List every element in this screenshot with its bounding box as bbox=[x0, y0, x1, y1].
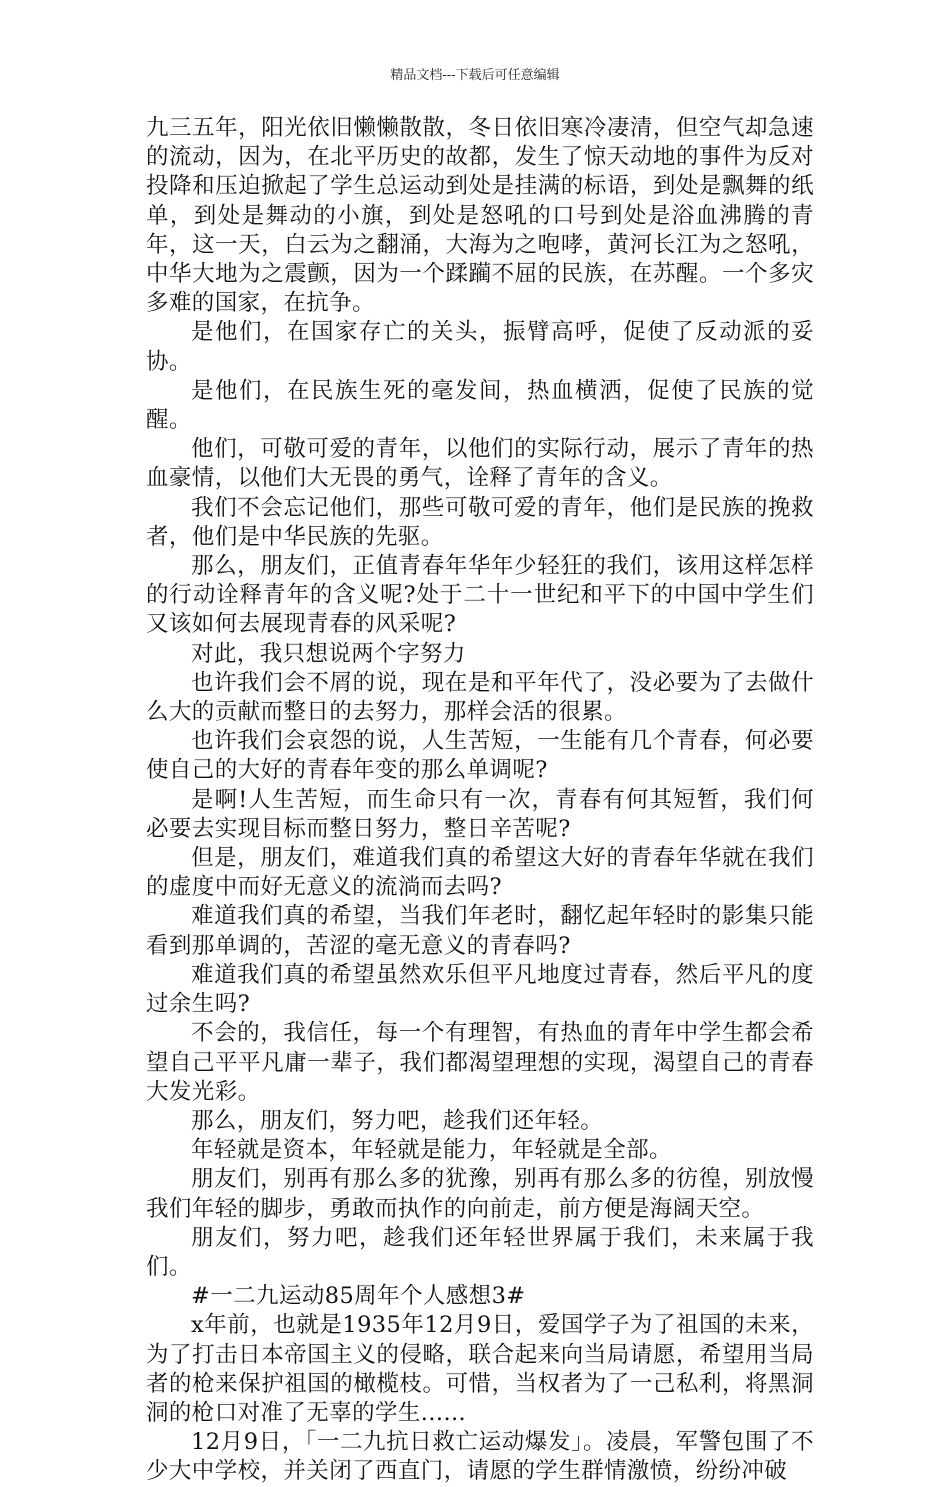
paragraph: x年前，也就是1935年12月9日，爱国学子为了祖国的未来，为了打击日本帝国主义的侵略，联合起来向当局请愿，希望用当局者的枪来保护祖国的橄榄枝。可惜，当权者为了一己私利，将黑洞洞的枪口对准了无辜的学生...... bbox=[146, 1312, 814, 1426]
paragraph: 那么，朋友们，努力吧，趁我们还年轻。 bbox=[191, 1107, 604, 1134]
paragraph: 也许我们会不屑的说，现在是和平年代了，没必要为了去做什么大的贡献而整日的去努力，那样会活的很累。 bbox=[146, 669, 814, 726]
paragraph: 也许我们会哀怨的说，人生苦短，一生能有几个青春，何必要使自己的大好的青春年变的那么单调呢? bbox=[146, 728, 814, 784]
paragraph: 朋友们，努力吧，趁我们还年轻世界属于我们，未来属于我们。 bbox=[146, 1224, 814, 1280]
paragraph: 但是，朋友们，难道我们真的希望这大好的青春年华就在我们的虚度中而好无意义的流淌而去吗? bbox=[146, 845, 814, 901]
paragraph: 不会的，我信任，每一个有理智，有热血的青年中学生都会希望自己平平凡庸一辈子，我们都渴望理想的实现，渴望自己的青春大发光彩。 bbox=[146, 1020, 814, 1105]
paragraph: 对此，我只想说两个字努力 bbox=[191, 640, 466, 667]
section-heading: #一二九运动85周年个人感想3# bbox=[191, 1283, 526, 1310]
paragraph: 我们不会忘记他们，那些可敬可爱的青年，他们是民族的挽救者，他们是中华民族的先驱。 bbox=[146, 494, 814, 550]
page-header: 精品文档---下载后可任意编辑 bbox=[390, 68, 560, 83]
paragraph: 那么，朋友们，正值青春年华年少轻狂的我们，该用这样怎样的行动诠释青年的含义呢?处于二十一世纪和平下的中国中学生们又该如何去展现青春的风采呢? bbox=[146, 553, 814, 638]
paragraph: 朋友们，别再有那么多的犹豫，别再有那么多的彷徨，别放慢我们年轻的脚步，勇敢而执作的向前走，前方便是海阔天空。 bbox=[146, 1166, 814, 1222]
paragraph: 是他们，在国家存亡的关头，振臂高呼，促使了反动派的妥协。 bbox=[146, 319, 814, 375]
paragraph: 是他们，在民族生死的毫发间，热血横洒，促使了民族的觉醒。 bbox=[146, 377, 814, 434]
paragraph: 12月9日，「一二九抗日救亡运动爆发」。凌晨，军警包围了不少大中学校，并关闭了西直门，请愿的学生群情激愤，纷纷冲破 bbox=[146, 1429, 814, 1485]
paragraph: 他们，可敬可爱的青年，以他们的实际行动，展示了青年的热血豪情，以他们大无畏的勇气，诠释了青年的含义。 bbox=[146, 436, 814, 492]
document-body bbox=[146, 114, 814, 1487]
paragraph: 难道我们真的希望虽然欢乐但平凡地度过青春，然后平凡的度过余生吗? bbox=[146, 961, 814, 1018]
paragraph: 九三五年，阳光依旧懒懒散散，冬日依旧寒冷凄清，但空气却急速的流动，因为，在北平历史的故都，发生了惊天动地的事件为反对投降和压迫掀起了学生总运动到处是挂满的标语，到处是飘舞的纸单，到处是舞动的小旗，到处是怒吼的口号到处是浴血沸腾的青年，这一天，白云为之翻涌，大海为之咆哮，黄河长江为之怒吼，中华大地为之震颤，因为一个蹂躏不屈的民族，在苏醒。一个多灾多难的国家，在抗争。 bbox=[146, 115, 814, 317]
paragraph: 难道我们真的希望，当我们年老时，翻忆起年轻时的影集只能看到那单调的，苦涩的毫无意义的青春吗? bbox=[146, 903, 814, 959]
paragraph: 年轻就是资本，年轻就是能力，年轻就是全部。 bbox=[191, 1137, 672, 1164]
paragraph: 是啊!人生苦短，而生命只有一次，青春有何其短暂，我们何必要去实现目标而整日努力，整日辛苦呢? bbox=[146, 786, 814, 842]
